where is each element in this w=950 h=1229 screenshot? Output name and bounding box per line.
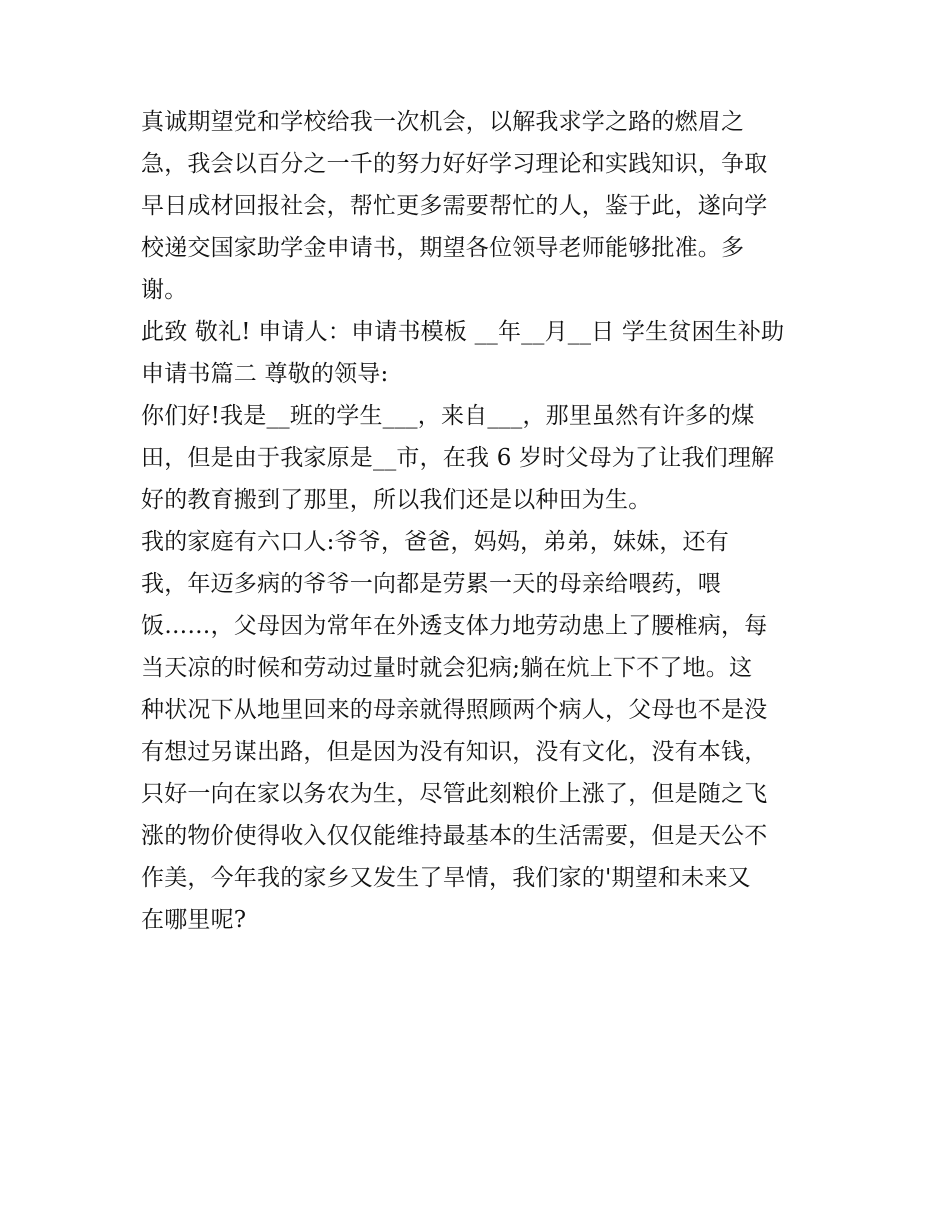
- text-line: 急，我会以百分之一千的努力好好学习理论和实践知识，争取: [141, 151, 768, 177]
- text-line: 校递交国家助学金申请书，期望各位领导老师能够批准。多: [141, 235, 745, 261]
- text-line: 早日成材回报社会，帮忙更多需要帮忙的人，鉴于此，遂向学: [141, 193, 768, 219]
- text-line: 饭……，父母因为常年在外透支体力地劳动患上了腰椎病，每: [141, 613, 768, 639]
- text-line: 当天凉的时候和劳动过量时就会犯病;躺在炕上下不了地。这: [141, 655, 753, 681]
- text-line: 此致 敬礼! 申请人：申请书模板 __年__月__日 学生贫困生补助: [141, 319, 785, 345]
- text-line: 我，年迈多病的爷爷一向都是劳累一天的母亲给喂药，喂: [141, 571, 721, 597]
- text-line: 谢。: [141, 277, 188, 303]
- text-line: 种状况下从地里回来的母亲就得照顾两个病人，父母也不是没: [141, 697, 768, 723]
- text-line: 你们好!我是__班的学生___，来自___，那里虽然有许多的煤: [141, 403, 755, 429]
- text-line: 在哪里呢?: [141, 907, 247, 933]
- text-line: 有想过另谋出路，但是因为没有知识，没有文化，没有本钱，: [141, 739, 768, 765]
- text-line: 涨的物价使得收入仅仅能维持最基本的生活需要，但是天公不: [141, 823, 768, 849]
- text-line: 真诚期望党和学校给我一次机会，以解我求学之路的燃眉之: [141, 109, 745, 135]
- text-line: 好的教育搬到了那里，所以我们还是以种田为生。: [141, 487, 652, 513]
- text-line: 申请书篇二 尊敬的领导:: [141, 361, 389, 387]
- text-line: 只好一向在家以务农为生，尽管此刻粮价上涨了，但是随之飞: [141, 781, 768, 807]
- body-text: [141, 108, 821, 948]
- text-line: 作美，今年我的家乡又发生了旱情，我们家的'期望和未来又: [141, 865, 751, 891]
- text-line: 我的家庭有六口人:爷爷，爸爸，妈妈，弟弟，妹妹，还有: [141, 529, 729, 555]
- text-line: 田，但是由于我家原是__市，在我 6 岁时父母为了让我们理解: [141, 445, 775, 471]
